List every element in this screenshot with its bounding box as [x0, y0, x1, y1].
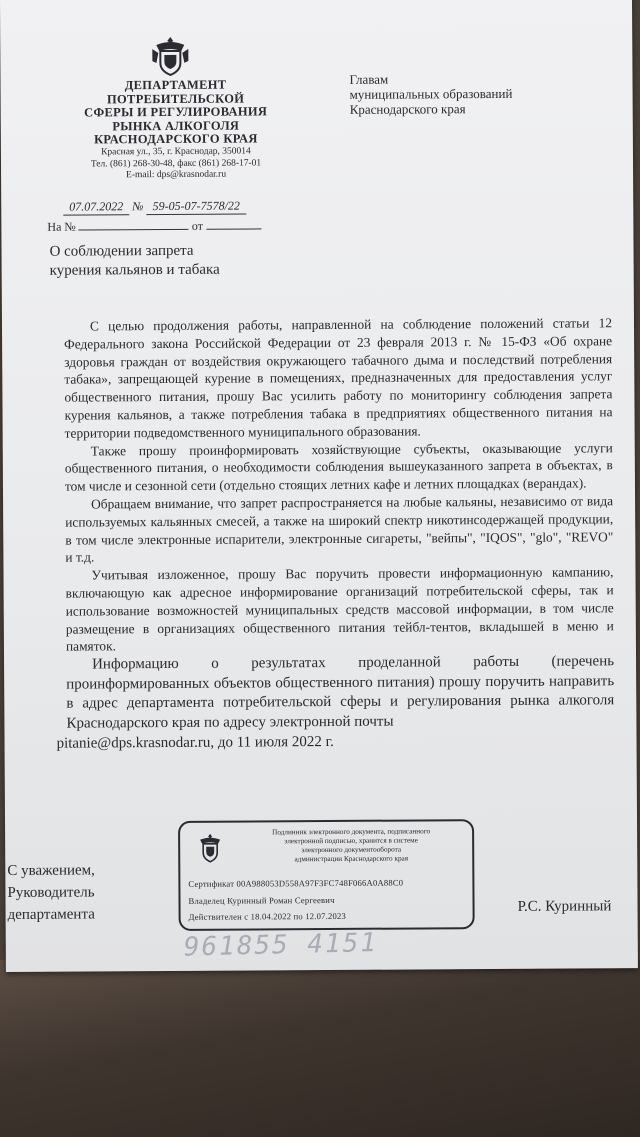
- letter-body: [56, 314, 615, 753]
- number-prefix: №: [132, 199, 144, 214]
- handwritten-note: 961855 4151: [183, 928, 379, 963]
- registration-number: 59-05-07-7578/22: [147, 199, 246, 216]
- paragraph: С целью продолжения работы, направленной на соблюдение положений статьи 12 Федерального закона Российской Федерации от 23 февраля 2013 г. № 15-ФЗ «Об охране здоровья граждан от воздействия окружающего табачного дыма и последствий потребления табака», запрещающей курение в помещениях, предназначенных для предоставления услуг общественного питания, прошу Вас усилить работу по мониторингу соблюдения запрета курения кальянов, а также потребления табака в предприятиях общественного питания на территории подведомственного муниципального образования.: [64, 315, 613, 441]
- paragraph: Также прошу проинформировать хозяйствующие субъекты, оказывающие услуги общественного питания, о необходимости соблюдения вышеуказанного запрета в объектах, в том числе и сезонной сети (отдельно стоящих летних кафе и летних площадках (верандах).: [64, 439, 613, 494]
- stamp-header-line: электронного документооборота: [301, 845, 402, 855]
- reference-from: от: [191, 218, 203, 233]
- paragraph-email-deadline: pitanie@dps.krasnodar.ru, до 11 июля 2022 г.: [56, 733, 334, 752]
- paragraph: Учитывая изложенное, прошу Вас поручить провести информационную кампанию, включающую как адресное информирование организаций потребительской сферы, так и использование возможностей муниципальных средств массовой информации, в том числе размещение в организациях общественного питания тейбл-тентов, вкладышей в меню и памяток.: [65, 564, 614, 654]
- phone-line: Тел. (861) 268-30-48, факс (861) 268-17-01: [90, 157, 262, 169]
- paragraph: Информацию о результатах проделанной работы (перечень проинформированных объектов общественного питания) прошу поручить направить в адрес департамента потребительской сферы и регулирования рынка алкоголя Краснодарского края по адресу электронной почты: [66, 653, 615, 732]
- recipient-line: муниципальных образований: [349, 85, 513, 102]
- department-name-line: ДЕПАРТАМЕНТ: [124, 77, 227, 93]
- recipient-line: Главам: [349, 71, 389, 87]
- reference-prefix: На №: [47, 219, 76, 234]
- signature-closing: [7, 859, 95, 926]
- reference-line: [47, 218, 261, 234]
- subject-line: курения кальянов и табака: [49, 261, 220, 279]
- subject-line: О соблюдении запрета: [49, 242, 194, 260]
- coat-of-arms-icon: [150, 35, 190, 77]
- department-name-line: РЫНКА АЛКОГОЛЯ: [112, 118, 240, 133]
- stamp-header-line: администрации Краснодарского края: [294, 854, 409, 864]
- closing-line: департамента: [7, 906, 95, 923]
- department-name-line: КРАСНОДАРСКОГО КРАЯ: [93, 131, 258, 147]
- stamp-owner: Владелец Куринный Роман Сергеевич: [188, 894, 335, 906]
- stamp-header-line: электронной подписью, хранится в системе: [284, 836, 418, 846]
- recipient-line: Краснодарского края: [349, 101, 466, 117]
- department-address: [61, 146, 291, 182]
- stamp-validity: Действителен с 18.04.2022 по 12.07.2023: [188, 910, 346, 922]
- stamp-header-line: Подлинник электронного документа, подписанного: [272, 827, 431, 837]
- subject: [49, 241, 309, 281]
- closing-line: С уважением,: [7, 862, 95, 879]
- coat-of-arms-icon: [196, 833, 224, 865]
- stamp-certificate: Сертификат 00A988053D558A97F3FC748F066A0A88C0: [188, 877, 404, 889]
- electronic-signature-stamp: [178, 819, 475, 931]
- address-line: Красная ул., 35, г. Краснодар, 350014: [101, 146, 251, 158]
- table-surface: [0, 960, 640, 1137]
- registration-date: 07.07.2022: [63, 199, 129, 215]
- department-name: [60, 78, 290, 147]
- registration-line: [63, 199, 246, 216]
- reference-date-blank: [206, 218, 261, 229]
- signatory-name: Р.С. Куринный: [517, 898, 612, 915]
- reference-number-blank: [79, 219, 189, 231]
- department-name-line: СФЕРЫ И РЕГУЛИРОВАНИЯ: [84, 104, 268, 120]
- email-line: E-mail: dps@krasnodar.ru: [126, 169, 227, 181]
- recipient-block: [349, 70, 589, 116]
- closing-line: Руководитель: [7, 884, 95, 901]
- paragraph: Обращаем внимание, что запрет распространяется на любые кальяны, независимо от вида используемых кальянных смесей, а также на широкий спектр никотинсодержащей продукции, в том числе электронные испарители, электронные сигареты, "вейпы", "IQOS", "glo", "REVO" и т.д.: [65, 493, 614, 565]
- department-name-line: ПОТРЕБИТЕЛЬСКОЙ: [106, 91, 245, 106]
- stamp-header: [236, 827, 466, 864]
